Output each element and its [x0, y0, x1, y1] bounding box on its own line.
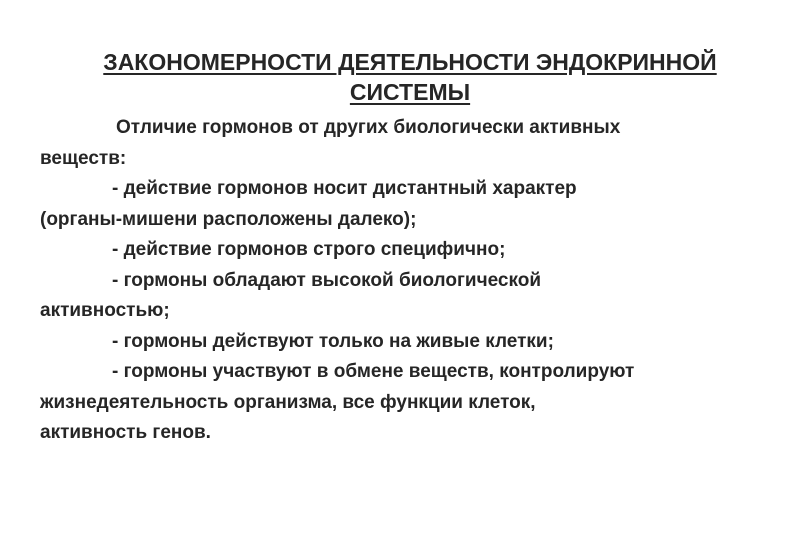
slide-body	[40, 113, 790, 449]
title-line-2: СИСТЕМЫ	[349, 79, 471, 105]
list-item-1-line-1: - действие гормонов носит дистантный характер	[112, 178, 577, 199]
list-item-3-line-1: - гормоны обладают высокой биологической	[112, 269, 542, 291]
list-item-1-line-2: (органы-мишени расположены далеко);	[40, 208, 417, 230]
list-item-4-line-1: - гормоны действуют только на живые клетки;	[112, 330, 554, 352]
list-item-5-line-3: активность генов.	[40, 422, 211, 443]
intro-line-2: веществ:	[40, 147, 127, 169]
intro-line-1: Отличие гормонов от других биологически активных	[116, 117, 621, 138]
list-item-2-line-1: - действие гормонов строго специфично;	[112, 239, 506, 260]
title-line-1: ЗАКОНОМЕРНОСТИ ДЕЯТЕЛЬНОСТИ ЭНДОКРИННОЙ	[103, 49, 717, 75]
slide-title	[40, 47, 780, 107]
list-item-3-line-2: активностью;	[40, 300, 170, 321]
list-item-5-line-1: - гормоны участвуют в обмене веществ, контролируют	[112, 361, 635, 382]
list-item-5-line-2: жизнедеятельность организма, все функции клеток,	[40, 391, 536, 413]
